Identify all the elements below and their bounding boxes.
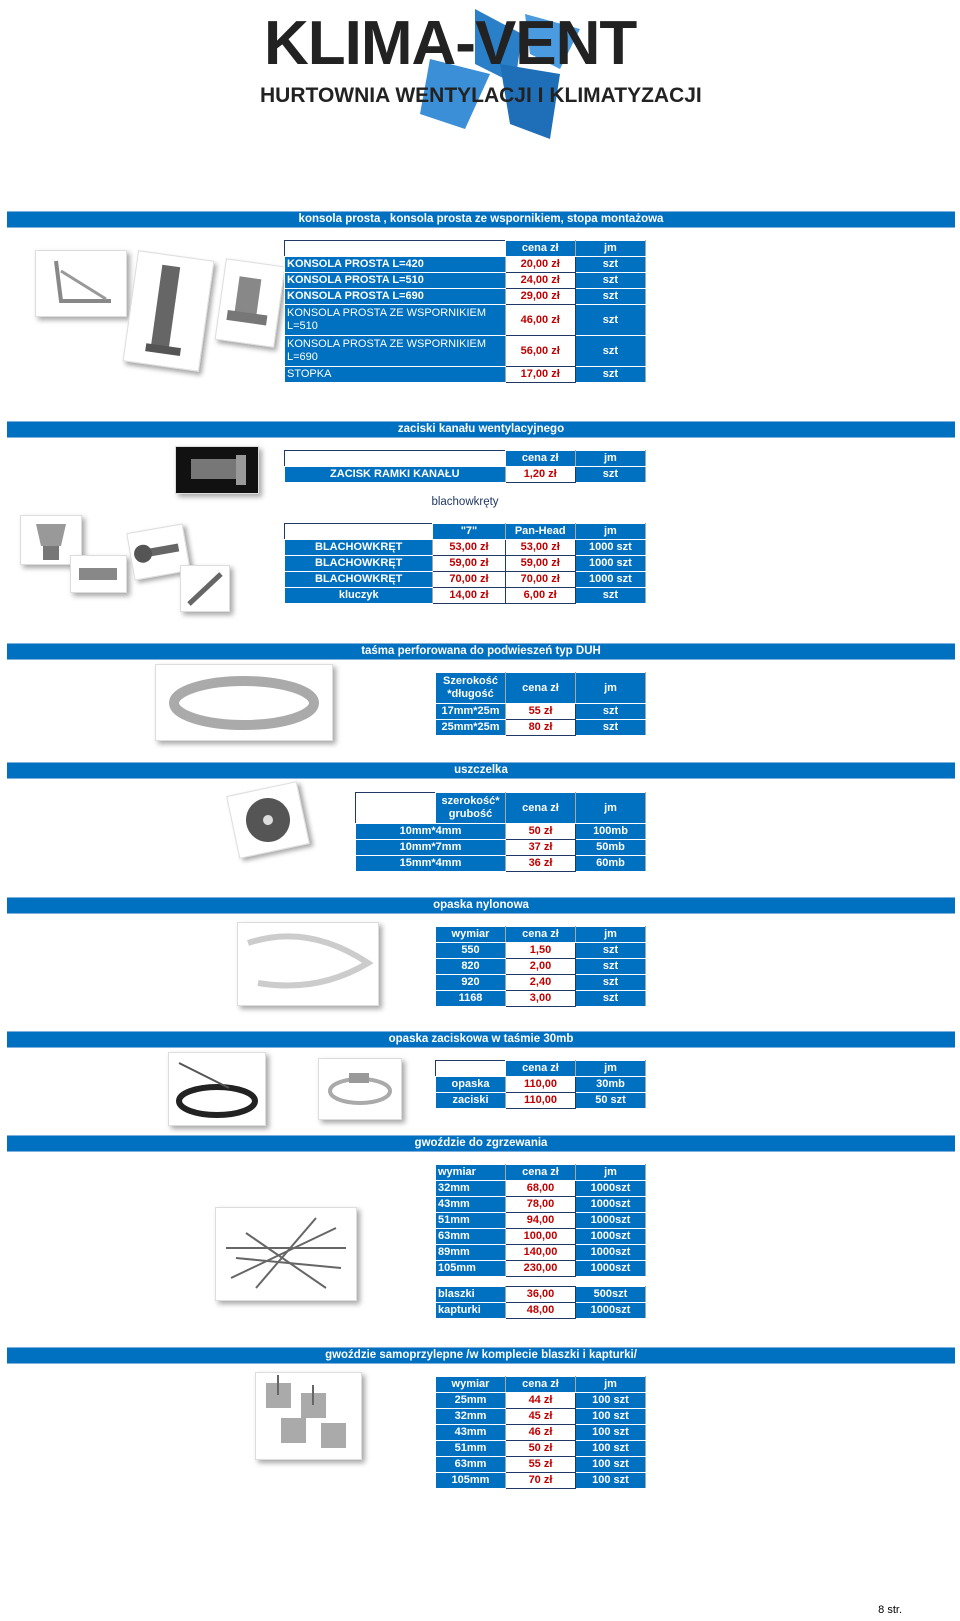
section-title-opaska-zaciskowa: opaska zaciskowa w taśmie 30mb [7,1031,955,1048]
table-row: 15mm*4mm 36 zł 60mb [356,856,646,872]
table-row: 32mm 45 zł 100 szt [436,1409,646,1425]
table-row: 51mm 94,00 1000szt [436,1213,646,1229]
table-row: 920 2,40 szt [436,975,646,991]
table-row: KONSOLA PROSTA L=510 24,00 zł szt [285,273,646,289]
table-row: blaszki 36,00 500szt [436,1287,646,1303]
header-price: cena zł [505,241,575,257]
table-row: 1168 3,00 szt [436,991,646,1007]
table-row: 17mm*25m 55 zł szt [436,704,646,720]
zaciski-table: cena zł jm ZACISK RAMKI KANAŁU 1,20 zł szt [284,450,646,483]
page-number: 8 str. [878,1604,902,1616]
hose-clip-image [318,1058,402,1120]
table-row: 105mm 230,00 1000szt [436,1261,646,1277]
table-row: 25mm*25m 80 zł szt [436,720,646,736]
cable-tie-image [237,922,379,1006]
bracket-rail-image [123,250,215,372]
section-title-tasma: taśma perforowana do podwieszeń typ DUH [7,643,955,660]
section-title-samoprzylepne: gwoździe samoprzylepne /w komplecie blaszki i kapturki/ [7,1347,955,1364]
section-title-konsola: konsola prosta , konsola prosta ze wspornikiem, stopa montażowa [7,211,955,228]
weld-pins-image [215,1207,357,1301]
table-row: ZACISK RAMKI KANAŁU 1,20 zł szt [285,467,646,483]
table-row: 43mm 78,00 1000szt [436,1197,646,1213]
table-row: 105mm 70 zł 100 szt [436,1473,646,1489]
gasket-image [226,781,310,859]
table-row: opaska 110,00 30mb [436,1077,646,1093]
svg-text:KLIMA-VENT: KLIMA-VENT [264,9,637,78]
table-row: KONSOLA PROSTA L=690 29,00 zł szt [285,289,646,305]
header-unit: jm [575,241,645,257]
gwozdzie-table: wymiar cena zł jm 32mm 68,00 1000szt 43mm 78,00 1000szt 51mm 94,00 1000szt 63mm 100,00 1000szt 89mm 140,00 1000szt 105mm 230,00 1000szt [435,1164,646,1277]
blachowkrety-table: "7" Pan-Head jm BLACHOWKRĘT 53,00 zł 53,00 zł 1000 szt BLACHOWKRĘT 59,00 zł 59,00 zł 1000 szt BLACHOWKRĘT 70,00 zł 70,00 zł 1000 szt kluczyk 14,00 zł 6,00 zł szt [284,523,646,604]
table-row: 10mm*7mm 37 zł 50mb [356,840,646,856]
table-row: 25mm 44 zł 100 szt [436,1393,646,1409]
clamp-band-image [168,1052,266,1126]
section-title-uszczelka: uszczelka [7,762,955,779]
samoprzylepne-table: wymiar cena zł jm 25mm 44 zł 100 szt 32mm 45 zł 100 szt 43mm 46 zł 100 szt 51mm 50 zł 100 szt 63mm 55 zł 100 szt 105mm 70 zł 100 szt [435,1376,646,1489]
section-title-blachowkrety: blachowkręty [431,496,499,508]
svg-text:HURTOWNIA WENTYLACJI I KLIMATY: HURTOWNIA WENTYLACJI I KLIMATYZACJI [260,84,702,107]
table-row: 10mm*4mm 50 zł 100mb [356,824,646,840]
bit-image [70,555,127,593]
table-row: kluczyk 14,00 zł 6,00 zł szt [285,588,646,604]
table-row: 32mm 68,00 1000szt [436,1181,646,1197]
table-row: KONSOLA PROSTA ZE WSPORNIKIEM L=690 56,00 zł szt [285,336,646,367]
table-row: 89mm 140,00 1000szt [436,1245,646,1261]
section-title-opaska: opaska nylonowa [7,897,955,914]
table-row: 63mm 100,00 1000szt [436,1229,646,1245]
table-row: 43mm 46 zł 100 szt [436,1425,646,1441]
table-row: BLACHOWKRĘT 53,00 zł 53,00 zł 1000 szt [285,540,646,556]
konsola-table [284,240,646,383]
table-row: 63mm 55 zł 100 szt [436,1457,646,1473]
opaska-table: wymiar cena zł jm 550 1,50 szt 820 2,00 szt 920 2,40 szt 1168 3,00 szt [435,926,646,1007]
opaska-zaciskowa-table: cena zł jm opaska 110,00 30mb zaciski 110,00 50 szt [435,1060,646,1109]
table-row: KONSOLA PROSTA L=420 20,00 zł szt [285,257,646,273]
table-row: kapturki 48,00 1000szt [436,1303,646,1319]
uszczelka-table: szerokość* grubość cena zł jm 10mm*4mm 50 zł 100mb 10mm*7mm 37 zł 50mb 15mm*4mm 36 zł 60mb [355,792,646,872]
table-row: zaciski 110,00 50 szt [436,1093,646,1109]
foot-image [215,258,286,348]
tasma-table: Szerokość *długość cena zł jm 17mm*25m 55 zł szt 25mm*25m 80 zł szt [435,672,646,736]
section-title-zaciski: zaciski kanału wentylacyjnego [7,421,955,438]
drill-screw-image [180,565,230,612]
table-row: BLACHOWKRĘT 59,00 zł 59,00 zł 1000 szt [285,556,646,572]
gwozdzie-extra-table [435,1286,646,1319]
adhesive-pins-image [255,1372,362,1460]
section-title-gwozdzie: gwoździe do zgrzewania [7,1135,955,1152]
table-row: 51mm 50 zł 100 szt [436,1441,646,1457]
table-row: 820 2,00 szt [436,959,646,975]
company-logo [260,4,730,142]
table-row: KONSOLA PROSTA ZE WSPORNIKIEM L=510 46,00 zł szt [285,305,646,336]
table-row: STOPKA 17,00 zł szt [285,367,646,383]
table-row: BLACHOWKRĘT 70,00 zł 70,00 zł 1000 szt [285,572,646,588]
perforated-tape-image [155,664,333,741]
bracket-image [35,250,127,317]
clamp-image [175,446,259,494]
table-row: 550 1,50 szt [436,943,646,959]
